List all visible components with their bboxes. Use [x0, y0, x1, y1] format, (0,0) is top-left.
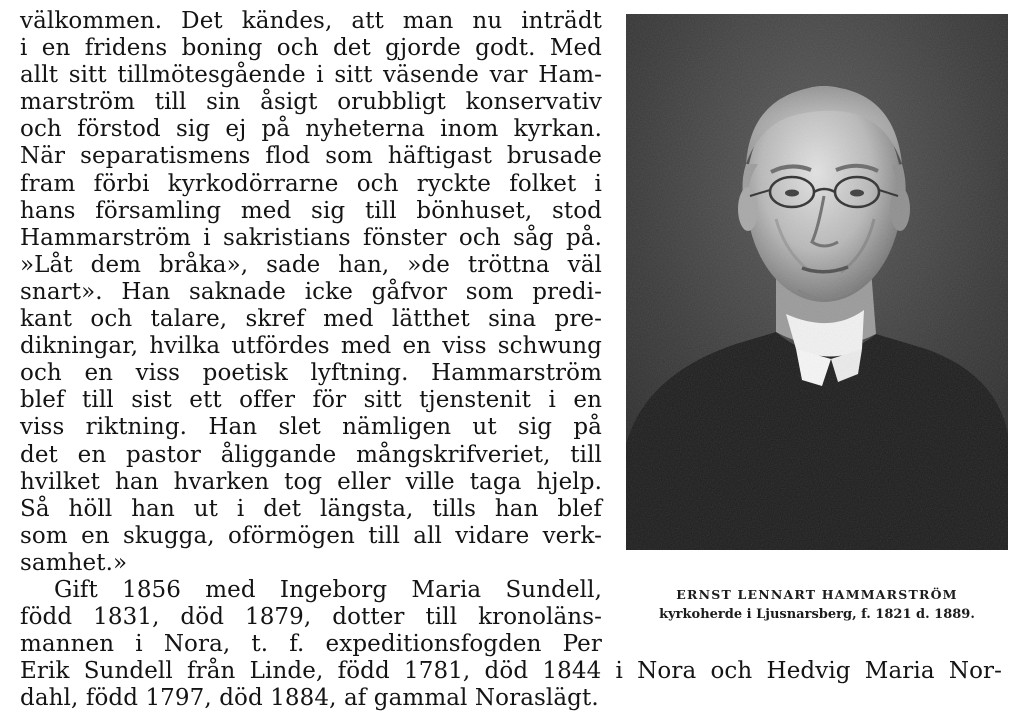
text-line: fram förbi kyrkodörrarne och ryckte folket i — [20, 170, 602, 197]
paragraph-start-line: Gift 1856 med Ingeborg Maria Sundell, — [54, 576, 602, 603]
text-column — [20, 8, 602, 658]
text-line: blef till sist ett offer för sitt tjenstenit i en — [20, 387, 602, 414]
text-line: Erik Sundell från Linde, född 1781, död 1844 i Nora och Hedvig Maria Nor- — [20, 658, 1002, 684]
text-line: marström till sin åsigt orubbligt konservativ — [20, 89, 602, 116]
text-line: dahl, född 1797, död 1884, af gammal Noraslägt. — [20, 685, 599, 712]
caption-subtitle: kyrkoherde i Ljusnarsberg, f. 1821 d. 1889. — [659, 607, 975, 622]
text-line: mannen i Nora, t. f. expeditionsfogden Per — [20, 631, 602, 658]
text-line: född 1831, död 1879, dotter till kronoläns- — [20, 604, 602, 631]
caption-name: ERNST LENNART HAMMARSTRÖM — [676, 587, 958, 602]
text-line: hvilket han hvarken tog eller ville taga hjelp. — [20, 468, 602, 495]
text-line: viss riktning. Han slet nämligen ut sig på — [20, 414, 602, 441]
portrait-photo — [626, 14, 1008, 550]
text-line: som en skugga, oförmögen till all vidare verk- — [20, 522, 602, 549]
text-line: det en pastor åliggande mångskrifveriet, till — [20, 441, 602, 468]
text-line: samhet.» — [20, 549, 128, 576]
text-line: Hammarström i sakristians fönster och såg på. — [20, 224, 602, 251]
text-line: och förstod sig ej på nyheterna inom kyrkan. — [20, 116, 602, 143]
text-line: och en viss poetisk lyftning. Hammarström — [20, 360, 602, 387]
text-line: »Låt dem bråka», sade han, »de tröttna väl — [20, 251, 602, 278]
text-line: välkommen. Det kändes, att man nu inträdt — [20, 8, 602, 34]
text-line: allt sitt tillmötesgående i sitt väsende var Ham- — [20, 62, 602, 89]
text-line: dikningar, hvilka utfördes med en viss schwung — [20, 333, 602, 360]
text-line: i en fridens boning och det gjorde godt. Med — [20, 35, 602, 62]
photo-caption — [626, 585, 1008, 625]
text-line: kant och talare, skref med lätthet sina pre- — [20, 306, 602, 333]
text-line: hans församling med sig till bönhuset, stod — [20, 197, 602, 224]
full-width-text — [20, 658, 1002, 712]
text-line: snart». Han saknade icke gåfvor som predi- — [20, 278, 602, 305]
text-line: Så höll han ut i det längsta, tills han blef — [20, 495, 602, 522]
text-line: När separatismens flod som häftigast brusade — [20, 143, 602, 170]
